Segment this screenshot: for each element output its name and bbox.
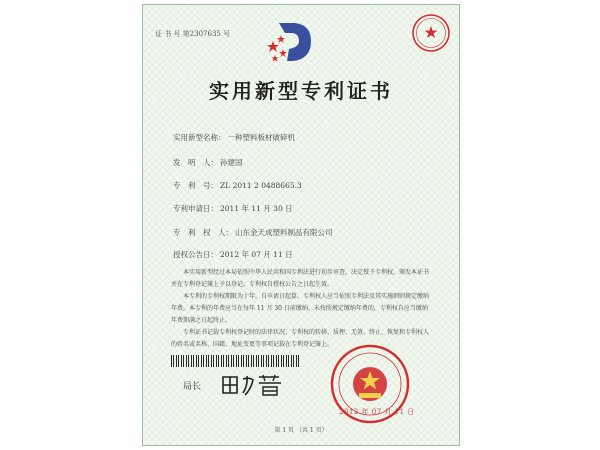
body-paragraph: 本实用新型经过本局依照中华人民共和国专利法进行初步审查，决定授予专利权，颁发本证书并在专利登记簿上予以登记。专利权自授权公告之日起生效。 bbox=[171, 269, 430, 288]
director-signature bbox=[219, 371, 289, 403]
page-number: 第 1 页 （共 1 页） bbox=[274, 427, 328, 434]
field-label: 发 明 人： bbox=[173, 158, 218, 167]
field-label: 专 利 号： bbox=[173, 181, 218, 190]
sipo-logo-icon bbox=[265, 19, 315, 69]
field-utility-model-name bbox=[173, 132, 295, 143]
field-application-date bbox=[173, 203, 293, 214]
barcode bbox=[171, 355, 299, 367]
certificate-body-text bbox=[171, 267, 433, 351]
field-label: 专 利 权 人： bbox=[173, 228, 233, 237]
field-inventor bbox=[173, 157, 243, 168]
field-value: 一种塑料板材破碎机 bbox=[227, 133, 295, 142]
field-label: 授权公告日： bbox=[173, 250, 218, 259]
field-value: 2011 年 11 月 30 日 bbox=[220, 204, 293, 213]
field-label: 实用新型名称： bbox=[173, 133, 226, 142]
field-patentee bbox=[173, 227, 333, 238]
field-value: 山东金天成塑料制品有限公司 bbox=[235, 228, 333, 237]
field-value: 孙建国 bbox=[220, 158, 243, 167]
field-value: ZL 2011 2 0488665.3 bbox=[220, 181, 302, 190]
field-grant-date bbox=[173, 249, 293, 260]
top-seal-icon bbox=[411, 13, 451, 57]
body-paragraph: 本专利的专利权期限为十年，自申请日起算。专利权人应当依照专利法及其实施细则规定缴纳年费。本专利的年费应当在每年 11 月 30 日前缴纳。未按照规定缴纳年费的，专利权自应当缴纳年费期满之日起终止。 bbox=[171, 293, 430, 324]
field-label: 专利申请日： bbox=[173, 204, 218, 213]
body-paragraph: 专利证书记载专利权登记时的法律状况。专利权的转移、质押、无效、终止、恢复和专利权人的姓名或名称、国籍、地址变更等事项记载在专利登记簿上。 bbox=[171, 329, 430, 348]
stamp-date: 2012 年 07 月 11 日 bbox=[339, 408, 415, 416]
director-label: 局长 bbox=[183, 382, 202, 392]
patent-certificate bbox=[142, 4, 460, 446]
certificate-title: 实用新型专利证书 bbox=[209, 79, 393, 103]
certificate-number: 证 书 号 第2307635 号 bbox=[155, 30, 231, 38]
field-patent-number bbox=[173, 180, 302, 191]
field-value: 2012 年 07 月 11 日 bbox=[220, 250, 293, 259]
